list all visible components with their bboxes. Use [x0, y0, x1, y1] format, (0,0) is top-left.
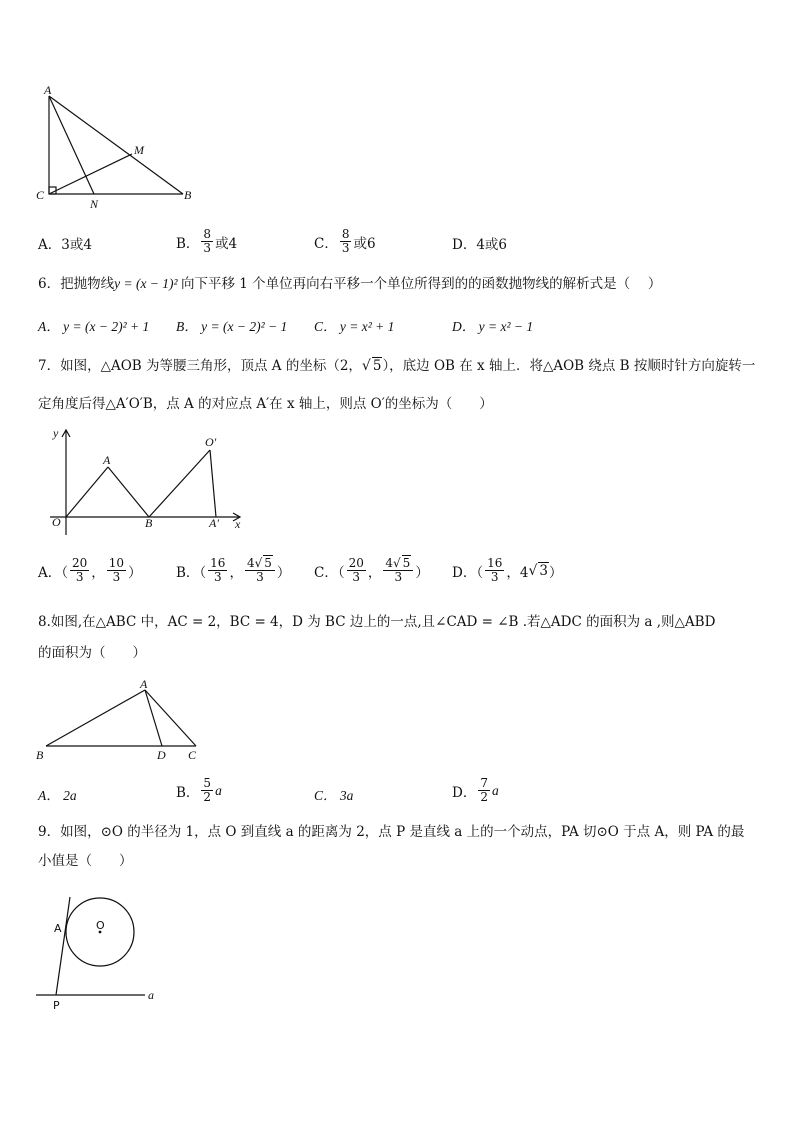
label-a-prime: A′	[209, 516, 219, 530]
label-a: A	[44, 83, 52, 97]
figure-lines	[36, 897, 145, 995]
q7-option-d[interactable]: D．（ $\frac{16}{3}$ ，4 √ 3 ）	[452, 556, 563, 584]
label-a: A	[140, 677, 148, 691]
label-a: A	[103, 453, 111, 467]
q5-option-d[interactable]: D．4或6	[452, 237, 508, 253]
label-b: B	[145, 516, 153, 530]
tangent-pa	[56, 897, 70, 995]
q8-stem-line1: 8.如图,在△ABC 中，AC = 2，BC = 4，D 为 BC 边上的一点,且∠CAD = ∠B .若△ADC 的面积为 a ,则△ABD	[38, 614, 716, 630]
label-n: N	[90, 197, 99, 211]
q6-option-b[interactable]: B． y = (x − 2)² − 1	[176, 319, 288, 334]
label-p: P	[53, 999, 60, 1012]
q9-stem-line2: 小值是（ ）	[38, 853, 133, 869]
label-o-prime: O′	[205, 435, 217, 449]
q7-option-b[interactable]: B．（ $\frac{16}{3}$ ， $\frac{4√ 5}{3}$ ）	[176, 556, 291, 584]
q8-option-b[interactable]: B． $\frac{5}{2}$ a	[176, 776, 222, 804]
q6-option-c[interactable]: C． y = x² + 1	[314, 319, 395, 334]
fraction: $\frac{8}{3}$	[203, 227, 212, 255]
fraction: $\frac{8}{3}$	[341, 227, 350, 255]
q7-stem-line1: 7．如图，△AOB 为等腰三角形，顶点 A 的坐标（2，√ 5），底边 OB 在 x 轴上．将△AOB 绕点 B 按顺时针方向旋转一	[38, 358, 756, 374]
q7-stem-line2: 定角度后得△A′O′B，点 A 的对应点 A′在 x 轴上，则点 O′的坐标为（ ）	[38, 396, 493, 412]
q9-stem-line1: 9．如图，⊙O 的半径为 1，点 O 到直线 a 的距离为 2，点 P 是直线 a 上的一个动点，PA 切⊙O 于点 A，则 PA 的最	[38, 824, 745, 840]
label-c: C	[36, 188, 45, 202]
q7-option-a[interactable]: A．（ $\frac{20}{3}$ ， $\frac{10}{3}$ ）	[38, 556, 142, 584]
q5-option-c[interactable]: C． $\frac{8}{3}$ 或6	[314, 227, 376, 255]
q6-option-d[interactable]: D． y = x² − 1	[452, 319, 534, 334]
label-d: D	[157, 748, 166, 762]
q8-option-d[interactable]: D． $\frac{7}{2}$ a	[452, 776, 499, 804]
q5-option-b[interactable]: B． $\frac{8}{3}$ 或4	[176, 227, 238, 255]
label-m: M	[134, 143, 144, 157]
q6-option-a[interactable]: A． y = (x − 2)² + 1	[38, 319, 150, 334]
q8-option-a[interactable]: A． 2a	[38, 788, 77, 803]
q6-stem: 6．把抛物线y = (x − 1)² 向下平移 1 个单位再向右平移一个单位所得到的的函数抛物线的解析式是（ ）	[38, 276, 662, 292]
q5-option-a[interactable]: A．3或4	[38, 237, 92, 253]
label-o: O	[96, 919, 105, 932]
label-b: B	[36, 748, 44, 762]
label-a: A	[54, 922, 62, 935]
label-o: O	[52, 515, 61, 529]
label-c: C	[188, 748, 197, 762]
q7-option-c[interactable]: C．（ $\frac{20}{3}$ ， $\frac{4√ 5}{3}$ ）	[314, 556, 429, 584]
label-line-a: a	[148, 988, 154, 1002]
q8-option-c[interactable]: C． 3a	[314, 788, 354, 803]
label-x: x	[235, 517, 241, 531]
q8-stem-line2: 的面积为（ ）	[38, 645, 146, 661]
label-y: y	[53, 426, 59, 440]
label-b: B	[184, 188, 192, 202]
